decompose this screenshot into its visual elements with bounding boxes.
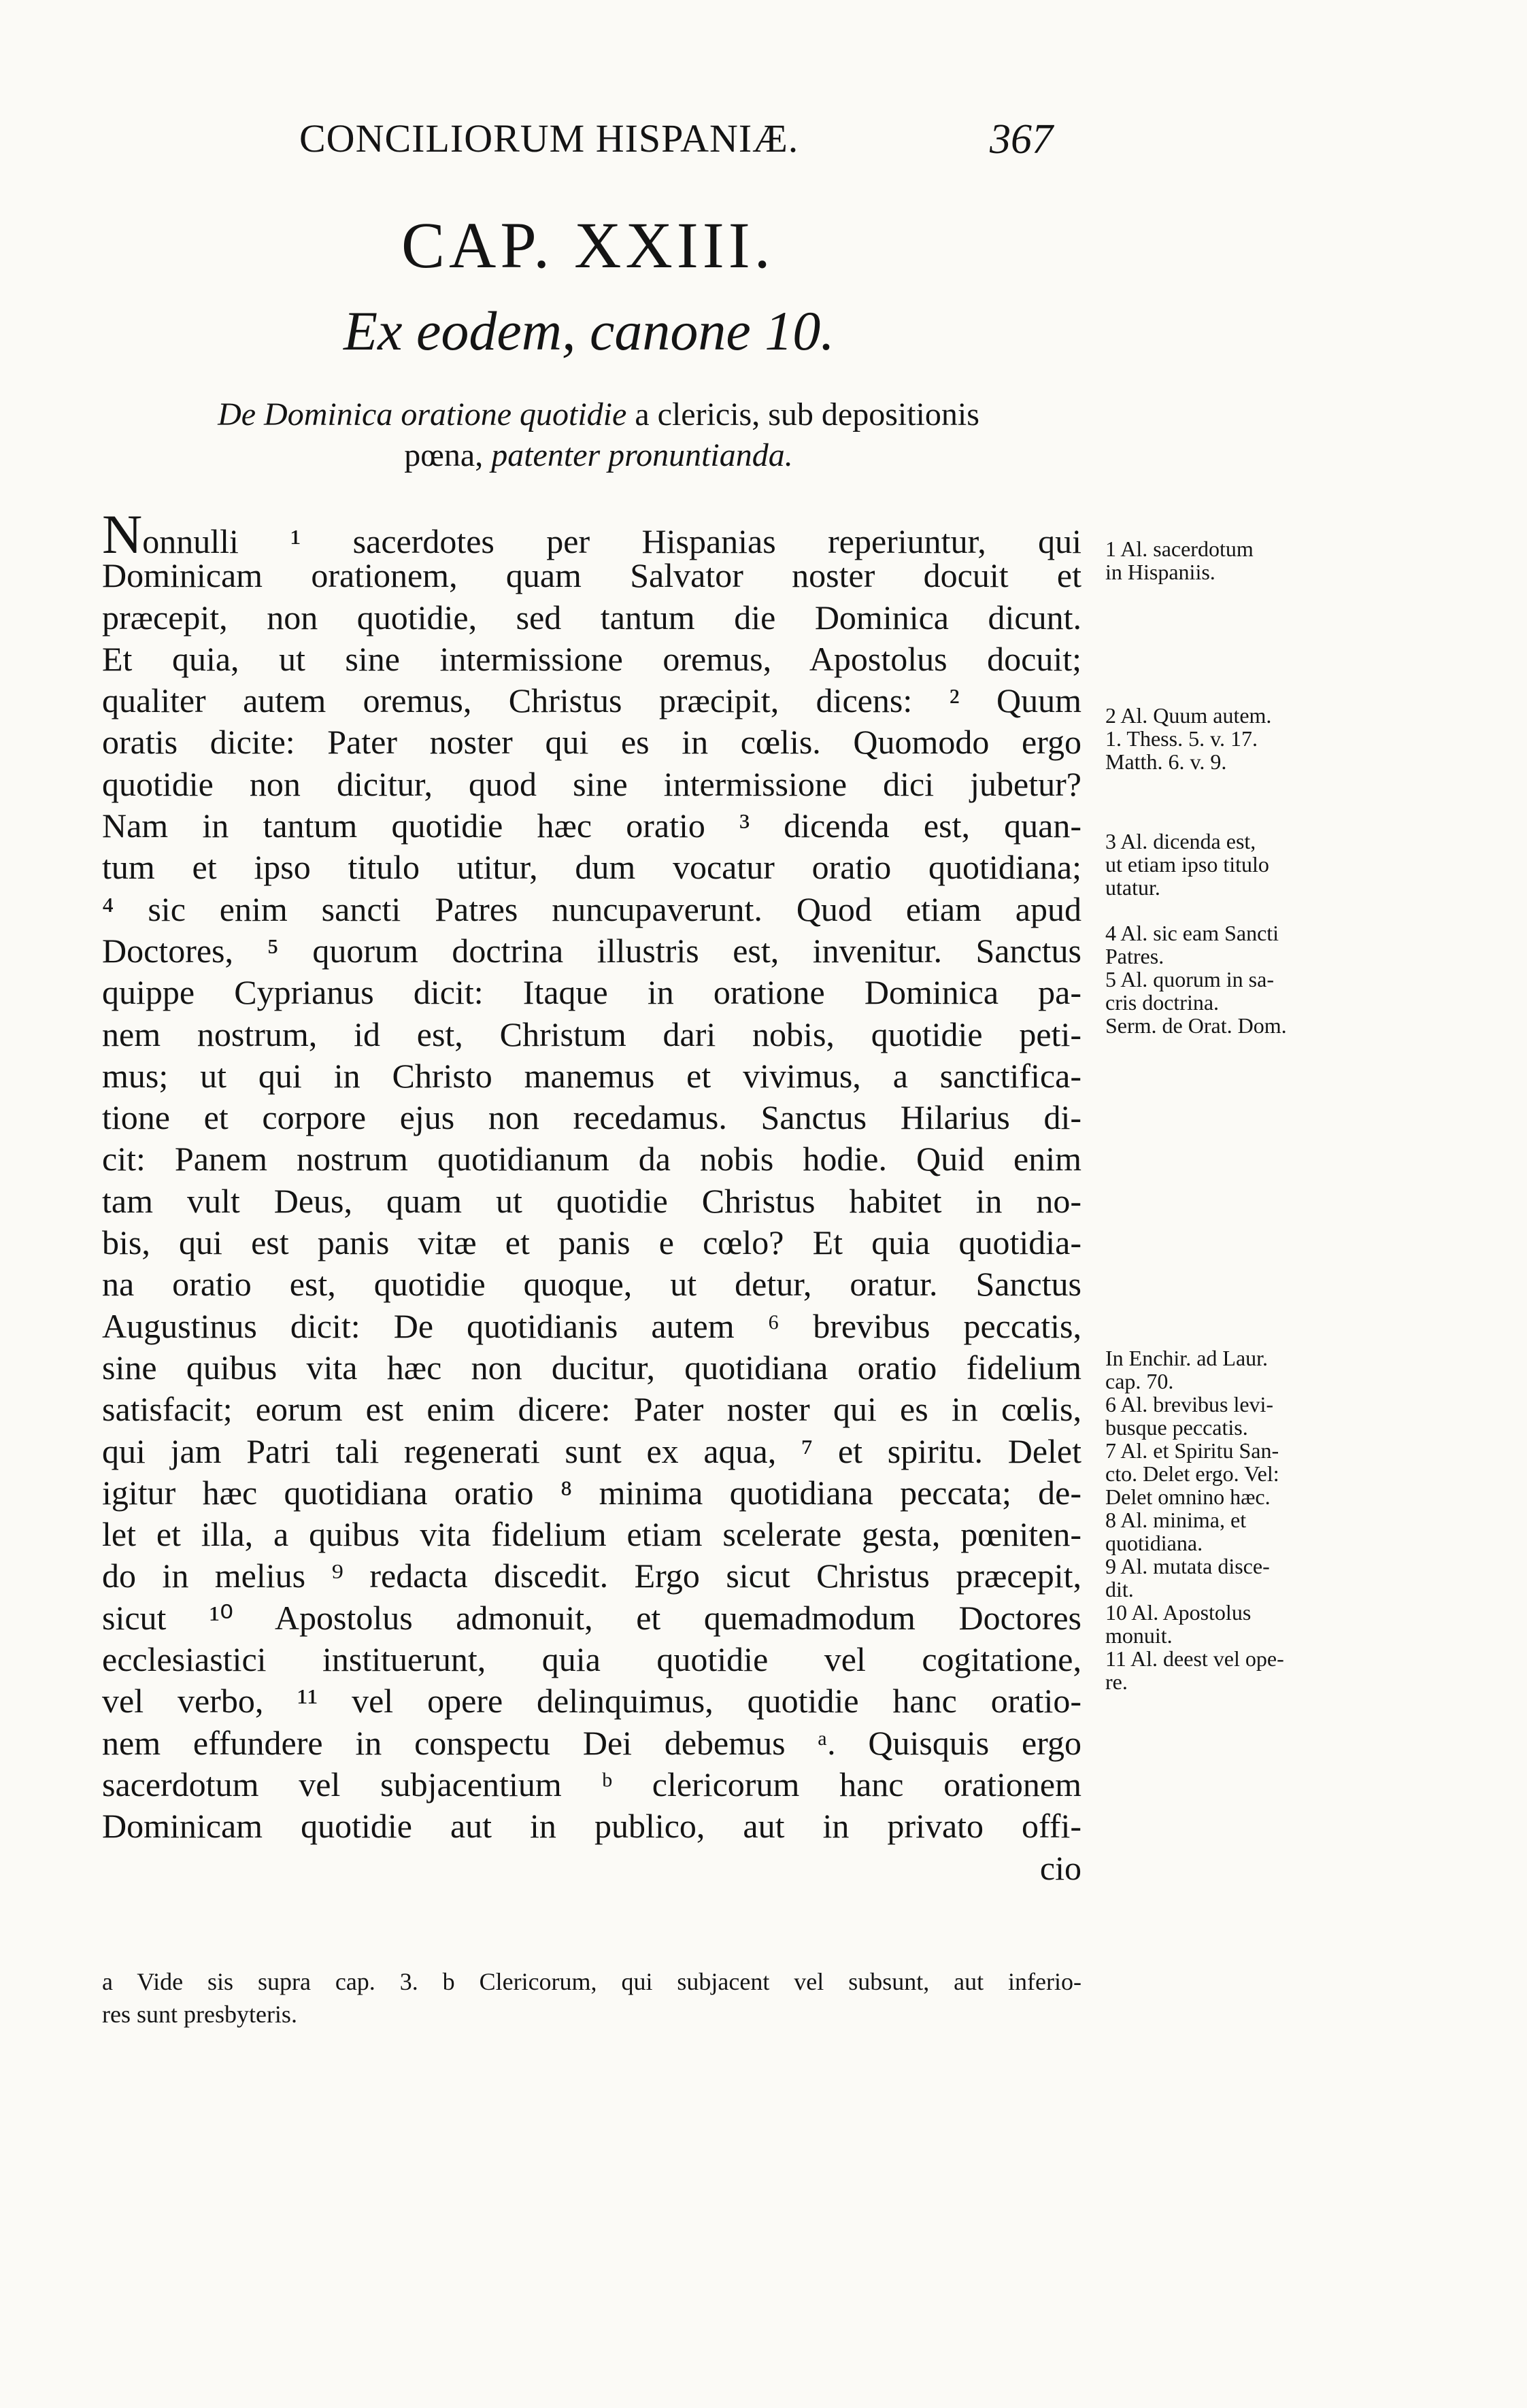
margin-note-line: 5 Al. quorum in sa-	[1105, 967, 1274, 991]
body-line: nem effundere in conspectu Dei debemus ᵃ. Quisquis ergo	[102, 1723, 1081, 1762]
margin-note-line: ut etiam ipso titulo	[1105, 852, 1269, 877]
body-line: quippe Cyprianus dicit: Itaque in oratione Dominica pa-	[102, 973, 1081, 1012]
chapter-source: Ex eodem, canone 10.	[343, 300, 835, 362]
heading-line-2-roman: pœna,	[404, 437, 492, 473]
body-line: cit: Panem nostrum quotidianum da nobis hodie. Quid enim	[102, 1140, 1081, 1178]
body-line: vel verbo, ¹¹ vel opere delinquimus, quotidie hanc oratio-	[102, 1682, 1081, 1720]
body-line: igitur hæc quotidiana oratio ⁸ minima quotidiana peccata; de-	[102, 1473, 1081, 1512]
margin-note-line: cap. 70.	[1105, 1369, 1174, 1393]
body-line: sine quibus vita hæc non ducitur, quotidiana oratio fidelium	[102, 1348, 1081, 1387]
margin-note-line: 10 Al. Apostolus	[1105, 1600, 1252, 1625]
margin-note-line: 6 Al. brevibus levi-	[1105, 1392, 1274, 1417]
body-line: quotidie non dicitur, quod sine intermissione dici jubetur?	[102, 764, 1081, 803]
margin-note-3	[1105, 830, 1391, 899]
body-line: satisfacit; eorum est enim dicere: Pater noster qui es in cœlis,	[102, 1390, 1081, 1429]
margin-note-line: 4 Al. sic eam Sancti	[1105, 921, 1279, 945]
page-number: 367	[990, 116, 1053, 163]
body-line: tam vult Deus, quam ut quotidie Christus habitet in no-	[102, 1181, 1081, 1220]
body-line: cio	[1039, 1848, 1081, 1887]
margin-note-line: utatur.	[1105, 875, 1160, 900]
body-line: Dominicam quotidie aut in publico, aut in privato offi-	[102, 1807, 1081, 1846]
heading-line-2	[102, 435, 1095, 476]
body-line: Doctores, ⁵ quorum doctrina illustris est, invenitur. Sanctus	[102, 931, 1081, 970]
body-line: Augustinus dicit: De quotidianis autem ⁶ brevibus peccatis,	[102, 1306, 1081, 1345]
body-line: qualiter autem oremus, Christus præcipit, dicens: ² Quum	[102, 681, 1081, 720]
body-line: Nonnulli ¹ sacerdotes per Hispanias reperiuntur, qui	[102, 503, 1081, 565]
heading-line-1-roman: a clericis, sub depositionis	[626, 396, 979, 433]
body-line: sicut ¹⁰ Apostolus admonuit, et quemadmodum Doctores	[102, 1598, 1081, 1637]
chapter-heading	[102, 394, 1095, 476]
margin-note-line: monuit.	[1105, 1623, 1173, 1648]
margin-note-line: Matth. 6. v. 9.	[1105, 749, 1227, 774]
body-line: præcepit, non quotidie, sed tantum die Dominica dicunt.	[102, 598, 1081, 637]
margin-note-line: 3 Al. dicenda est,	[1105, 829, 1256, 853]
margin-note-line: 2 Al. Quum autem.	[1105, 703, 1272, 728]
margin-note-line: Serm. de Orat. Dom.	[1105, 1013, 1287, 1038]
footnote-line: a Vide sis supra cap. 3. b Clericorum, qui subjacent vel subsunt, aut inferio-	[102, 1968, 1081, 1995]
margin-note-line: re.	[1105, 1669, 1128, 1694]
body-line: do in melius ⁹ redacta discedit. Ergo sicut Christus præcepit,	[102, 1557, 1081, 1595]
margin-note-line: Delet omnino hæc.	[1105, 1485, 1271, 1509]
margin-note-line: quotidiana.	[1105, 1531, 1203, 1555]
running-head: CONCILIORUM HISPANIÆ.	[299, 116, 799, 160]
margin-note-5	[1105, 1346, 1391, 1693]
body-line: Nam in tantum quotidie hæc oratio ³ dicenda est, quan-	[102, 807, 1081, 845]
margin-note-line: 11 Al. deest vel ope-	[1105, 1646, 1284, 1671]
body-line: nem nostrum, id est, Christum dari nobis, quotidie peti-	[102, 1015, 1081, 1053]
body-line: ecclesiastici instituerunt, quia quotidie vel cogitatione,	[102, 1640, 1081, 1679]
margin-note-2	[1105, 704, 1391, 773]
body-line: sacerdotum vel subjacentium ᵇ clericorum hanc orationem	[102, 1765, 1081, 1803]
body-text	[102, 503, 1081, 1889]
margin-note-1	[1105, 537, 1391, 583]
body-line: tione et corpore ejus non recedamus. Sanctus Hilarius di-	[102, 1098, 1081, 1137]
body-line: ⁴ sic enim sancti Patres nuncupaverunt. Quod etiam apud	[102, 889, 1081, 928]
heading-line-2-italic: patenter pronuntianda.	[491, 437, 793, 473]
body-line: tum et ipso titulo utitur, dum vocatur oratio quotidiana;	[102, 848, 1081, 887]
margin-note-line: 1 Al. sacerdotum	[1105, 537, 1254, 561]
body-line: Dominicam orationem, quam Salvator noster docuit et	[102, 556, 1081, 595]
body-line: qui jam Patri tali regenerati sunt ex aqua, ⁷ et spiritu. Delet	[102, 1431, 1081, 1470]
footnote-line: res sunt presbyteris.	[102, 2001, 297, 2028]
margin-note-line: In Enchir. ad Laur.	[1105, 1346, 1269, 1370]
body-line: let et illa, a quibus vita fidelium etiam scelerate gesta, pœniten-	[102, 1515, 1081, 1554]
heading-line-1	[102, 394, 1095, 435]
footnotes	[102, 1965, 1081, 2031]
margin-note-line: 8 Al. minima, et	[1105, 1508, 1247, 1532]
chapter-title: CAP. XXIII.	[401, 209, 775, 282]
margin-note-line: 7 Al. et Spiritu San-	[1105, 1438, 1279, 1463]
body-line: Et quia, ut sine intermissione oremus, Apostolus docuit;	[102, 639, 1081, 678]
body-line: oratis dicite: Pater noster qui es in cœlis. Quomodo ergo	[102, 723, 1081, 762]
margin-note-line: Patres.	[1105, 944, 1164, 968]
margin-note-line: cto. Delet ergo. Vel:	[1105, 1461, 1279, 1486]
margin-note-4	[1105, 921, 1391, 1037]
margin-note-line: cris doctrina.	[1105, 990, 1220, 1015]
body-line: na oratio est, quotidie quoque, ut detur, oratur. Sanctus	[102, 1265, 1081, 1304]
margin-note-line: 1. Thess. 5. v. 17.	[1105, 726, 1258, 751]
body-line: mus; ut qui in Christo manemus et vivimus, a sanctifica-	[102, 1056, 1081, 1095]
body-line: bis, qui est panis vitæ et panis e cœlo? Et quia quotidia-	[102, 1223, 1081, 1262]
margin-note-line: busque peccatis.	[1105, 1415, 1248, 1440]
heading-line-1-italic: De Dominica oratione quotidie	[218, 396, 627, 433]
margin-note-line: 9 Al. mutata disce-	[1105, 1554, 1270, 1578]
margin-note-line: in Hispaniis.	[1105, 560, 1215, 584]
margin-note-line: dit.	[1105, 1577, 1134, 1601]
